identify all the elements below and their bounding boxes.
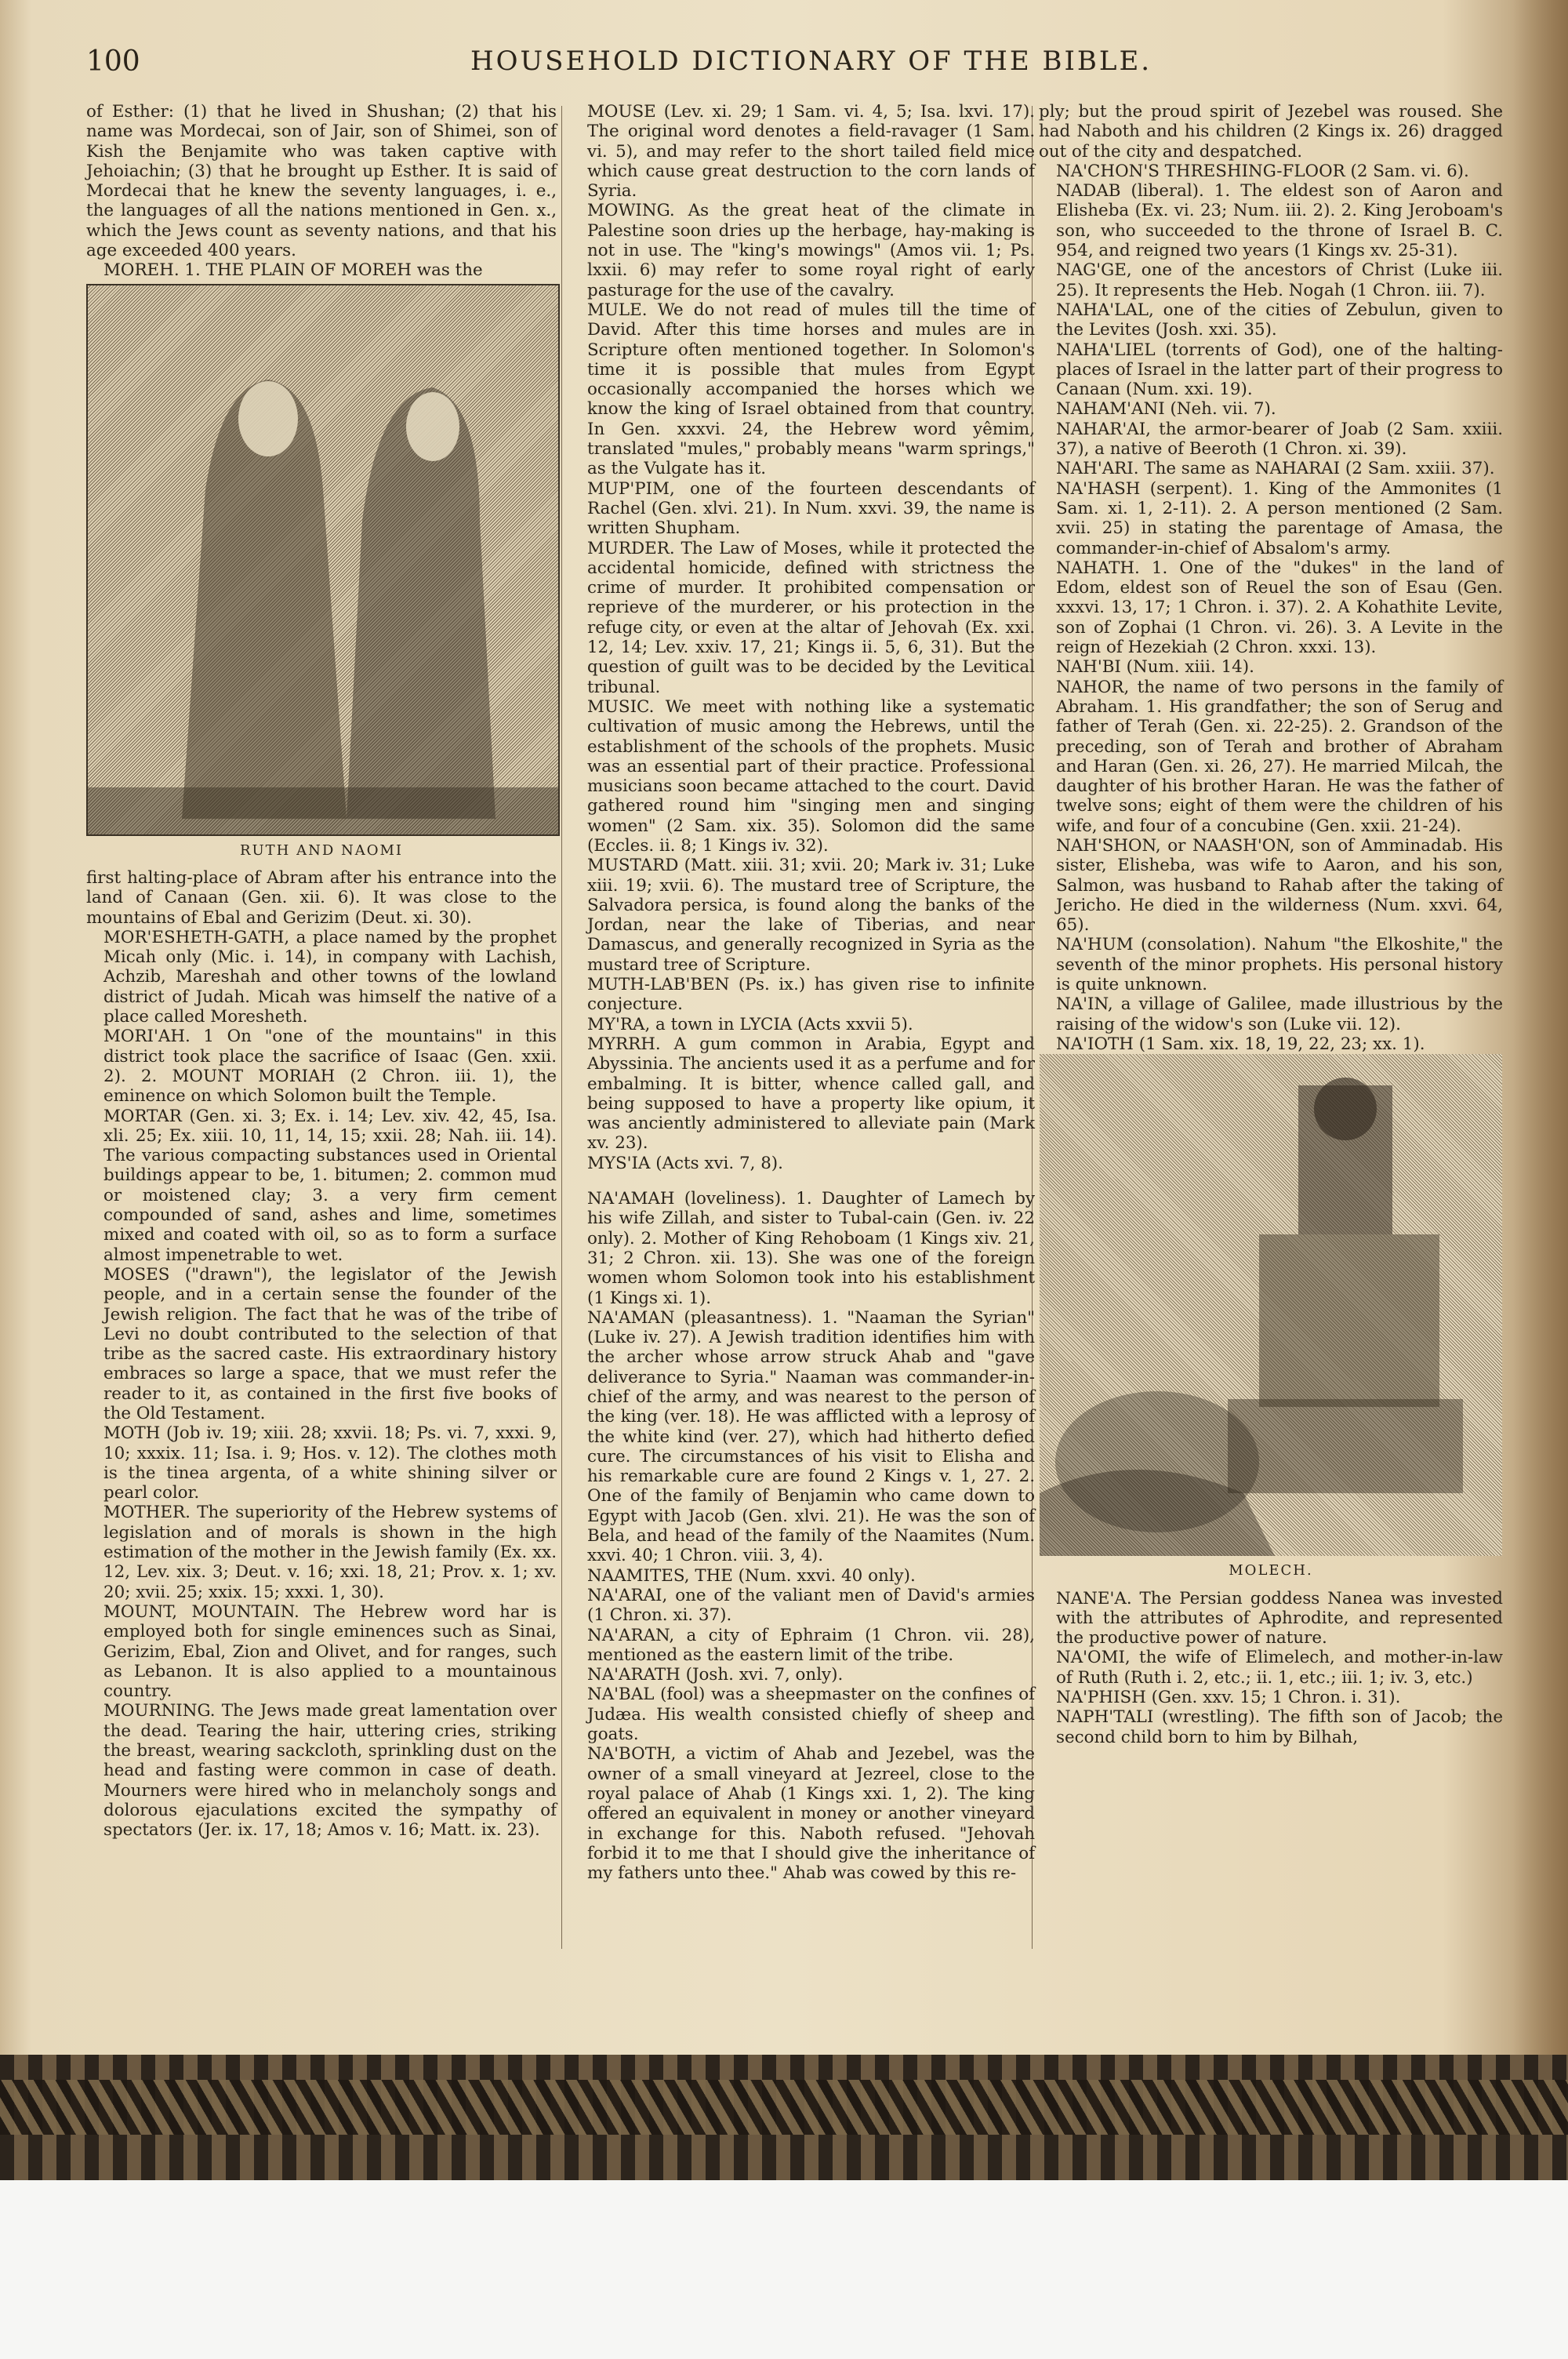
entry-text: of Esther: (1) that he lived in Shushan; (2) that his name was Mordecai, son of Jair, son of Shimei, son of Kish the Benjamite who was taken captive with Jehoiachin; (3) that he brought up Esther. It is said of Mordecai that he knew the seventy languages, i. e., the languages of all the nations mentioned in Gen. x., which the Jews count as seventy nations, and that his age exceeded 400 years. [86, 102, 557, 261]
entry-nahbi: NAH'BI (Num. xiii. 14). [1056, 657, 1254, 678]
page-title: HOUSEHOLD DICTIONARY OF THE BIBLE. [470, 45, 1152, 77]
entry-naphish: NA'PHISH (Gen. xxv. 15; 1 Chron. i. 31). [1056, 1688, 1401, 1708]
entry-text: first halting-place of Abram after his entrance into the land of Canaan (Gen. xii. 6). It was close to the mountains of Ebal and Gerizim (Deut. xi. 30). [86, 867, 557, 928]
entry-nadab: NADAB (liberal). 1. The eldest son of Aaron and Elisheba (Ex. vi. 23; Num. iii. 2). 2. King Jeroboam's son, who succeeded to the throne of Israel B. C. 954, and reigned two years (1 Kings xv. 25-31). [1056, 181, 1503, 261]
page-number: 100 [86, 45, 140, 78]
column-rule [561, 106, 562, 1949]
entry-nain: NA'IN, a village of Galilee, made illustrious by the raising of the widow's son (Luke vii. 12). [1056, 994, 1503, 1034]
entry-moses: MOSES ("drawn"), the legislator of the Jewish people, and in a certain sense the founder of the Jewish religion. The fact that he was of the tribe of Levi no doubt contributed to the selection of that tribe as the sacred caste. His extraordinary history embraces so large a space, that we must refer the reader to it, as contained in the first five books of the Old Testament. [103, 1264, 557, 1423]
entry-muppim: MUP'PIM, one of the fourteen descendants of Rachel (Gen. xlvi. 21). In Num. xxvi. 39, the name is written Shupham. [587, 478, 1035, 539]
entry-naboth: NA'BOTH, a victim of Ahab and Jezebel, was the owner of a small vineyard at Jezreel, close to the royal palace of Ahab (1 Kings xxi. 1, 2). The king offered an equivalent in money or another vineyard in exchange for this. Naboth refused. "Jehovah forbid it to me that I should give the inheritance of my fathers unto thee." Ahab was cowed by this re- [587, 1744, 1035, 1884]
entry-mother: MOTHER. The superiority of the Hebrew systems of legislation and of morals is shown in the high estimation of the mother in the Jewish family (Ex. xx. 12, Lev. xix. 3; Deut. v. 16; xxi. 18, 21; Prov. x. 1; xv. 20; xvii. 25; xxix. 15; xxxi. 1, 30). [103, 1503, 557, 1602]
entry-nagge: NAG'GE, one of the ancestors of Christ (Luke iii. 25). It represents the Heb. Nogah (1 Chron. iii. 7). [1056, 260, 1503, 300]
entry-naamah: NA'AMAH (loveliness). 1. Daughter of Lamech by his wife Zillah, and sister to Tubal-cain (Gen. iv. 22 only). 2. Mother of King Rehoboam (1 Kings xiv. 21, 31; 2 Chron. xii. 13). She was one of the foreign women whom Solomon took into his establishment (1 Kings xi. 1). [587, 1189, 1035, 1308]
entry-nahaliel: NAHA'LIEL (torrents of God), one of the halting-places of Israel in the latter part of their progress to Canaan (Num. xxi. 19). [1056, 340, 1503, 400]
entry-nanea: NANE'A. The Persian goddess Nanea was invested with the attributes of Aphrodite, and represented the productive power of nature. [1056, 1588, 1503, 1648]
entry-mourning: MOURNING. The Jews made great lamentation over the dead. Tearing the hair, uttering cries, striking the breast, wearing sackcloth, sprinkling dust on the head and fasting were common in case of death. Mourners were hired who in melancholy songs and dolorous ejaculations excited the sympathy of spectators (Jer. ix. 17, 18; Amos v. 16; Matt. ix. 23). [103, 1701, 557, 1841]
entry-nachons-threshing-floor: NA'CHON'S THRESHING-FLOOR (2 Sam. vi. 6). [1056, 161, 1469, 181]
column-3 [1039, 102, 1503, 1747]
engraving-figures [88, 285, 558, 834]
entry-mortar: MORTAR (Gen. xi. 3; Ex. i. 14; Lev. xiv. 42, 45, Isa. xli. 25; Ex. xiii. 10, 11, 14, 15; xxii. 28; Nah. iii. 14). The various compacting substances used in Oriental buildings appear to be, 1. bitumen; 2. common mud or moistened clay; 3. a very firm cement compounded of sand, ashes and lime, sometimes mixed and coated with oil, so as to form a surface almost impenetrable to wet. [103, 1106, 557, 1265]
figure-caption: RUTH AND NAOMI [239, 841, 404, 859]
entry-nahath: NAHATH. 1. One of the "dukes" in the land of Edom, eldest son of Reuel the son of Esau (Gen. xxxvi. 13, 17; 1 Chron. i. 37). 2. A Kohathite Levite, son of Zophai (1 Chron. vi. 26). 3. A Levite in the reign of Hezekiah (2 Chron. xxxi. 13). [1056, 558, 1503, 658]
entry-naamites: NAAMITES, THE (Num. xxvi. 40 only). [587, 1565, 916, 1586]
entry-nahash: NA'HASH (serpent). 1. King of the Ammonites (1 Sam. xi. 1, 2-11). 2. A person mentioned (2 Sam. xvii. 25) in stating the parentage of Amasa, the commander-in-chief of Absalom's army. [1056, 478, 1503, 558]
entry-nahari: NAH'ARI. The same as NAHARAI (2 Sam. xxiii. 37). [1056, 459, 1495, 479]
entry-naaran: NA'ARAN, a city of Ephraim (1 Chron. vii. 28), mentioned as the eastern limit of the tribe. [587, 1625, 1035, 1665]
entry-moriah: MORI'AH. 1 On "one of the mountains" in this district took place the sacrifice of Isaac (Gen. xxii. 2). 2. MOUNT MORIAH (2 Chron. iii. 1), the eminence on which Solomon built the Temple. [103, 1027, 557, 1107]
entry-murder: MURDER. The Law of Moses, while it protected the accidental homicide, defined with strictness the crime of murder. It prohibited compensation or reprieve of the murderer, or his protection in the refuge city, or even at the altar of Jehovah (Ex. xxi. 12, 14; Lev. xxiv. 17, 21; Kings ii. 5, 6, 31). But the question of guilt was to be decided by the Levitical tribunal. [587, 538, 1035, 697]
entry-moreh: MOREH. 1. THE PLAIN OF MOREH was the [103, 260, 483, 281]
entry-naarath: NA'ARATH (Josh. xvi. 7, only). [587, 1665, 844, 1685]
entry-moth: MOTH (Job iv. 19; xiii. 28; xxvii. 18; Ps. vi. 7, xxxi. 9, 10; xxxix. 11; Isa. i. 9; Hos. v. 12). The clothes moth is the tinea argenta, of a white shining silver or pearl color. [103, 1423, 557, 1503]
entry-moresheth-gath: MOR'ESHETH-GATH, a place named by the prophet Micah only (Mic. i. 14), in company with Lachish, Achzib, Mareshah and other towns of the lowland district of Judah. Micah was himself the native of a place called Moresheth. [103, 927, 557, 1027]
entry-naaman: NA'AMAN (pleasantness). 1. "Naaman the Syrian" (Luke iv. 27). A Jewish tradition identifies him with the archer whose arrow struck Ahab and "gave deliverance to Syria." Naaman was commander-in-chief of the army, and was nearest to the person of the king (ver. 18). He was afflicted with a leprosy of the white kind (ver. 27), which had hitherto defied cure. The circumstances of his visit to Elisha and his remarkable cure are found 2 Kings v. 1, 27. 2. One of the family of Benjamin who came down to Egypt with Jacob (Gen. xlvi. 21). He was the son of Bela, and head of the family of the Naamites (Num. xxvi. 40; 1 Chron. viii. 3, 4). [587, 1307, 1035, 1566]
engraving-idol [1040, 1054, 1502, 1556]
page-edge-shadow [1513, 0, 1568, 2055]
entry-myra: MY'RA, a town in LYCIA (Acts xxvii 5). [587, 1014, 913, 1034]
ruth-and-naomi-illustration [86, 284, 560, 836]
column-1 [86, 102, 557, 1841]
entry-myrrh: MYRRH. A gum common in Arabia, Egypt and Abyssinia. The ancients used it as a perfume and for embalming. It is bitter, whence called gall, and being supposed to have a property like opium, it was anciently administered to alleviate pain (Mark xv. 23). [587, 1034, 1035, 1154]
column-2 [570, 102, 1035, 1883]
entry-mowing: MOWING. As the great heat of the climate in Palestine soon dries up the herbage, hay-making is not in use. The "king's mowings" (Amos vii. 1; Ps. lxxii. 6) may refer to some royal right of early pasturage for the use of the cavalry. [587, 201, 1035, 300]
entry-text: ply; but the proud spirit of Jezebel was roused. She had Naboth and his children (2 Kings ix. 26) dragged out of the city and despatched. [1039, 102, 1503, 162]
entry-muth-labben: MUTH-LAB'BEN (Ps. ix.) has given rise to infinite conjecture. [587, 975, 1035, 1015]
entry-mustard: MUSTARD (Matt. xiii. 31; xvii. 20; Mark iv. 31; Luke xiii. 19; xvii. 6). The mustard tree of Scripture, the Salvadora persica, is found along the banks of the Jordan, near the lake of Tiberias, and near Damascus, and generally recognized in Syria as the mustard tree of Scripture. [587, 856, 1035, 975]
entry-nahshon: NAH'SHON, or NAASH'ON, son of Amminadab. His sister, Elisheba, was wife to Aaron, and his son, Salmon, was husband to Rahab after the taking of Jericho. He died in the wilderness (Num. xxvi. 64, 65). [1056, 835, 1503, 936]
entry-nahamani: NAHAM'ANI (Neh. vii. 7). [1056, 399, 1276, 420]
entry-nabal: NA'BAL (fool) was a sheepmaster on the confines of Judæa. His wealth consisted chiefly of sheep and goats. [587, 1685, 1035, 1745]
entry-naioth: NA'IOTH (1 Sam. xix. 18, 19, 22, 23; xx. 1). [1056, 1034, 1425, 1054]
entry-mount: MOUNT, MOUNTAIN. The Hebrew word har is employed both for single eminences such as Sinai, Gerizim, Ebal, Zion and Olivet, and for ranges, such as Lebanon. It is also applied to a mountainous country. [103, 1601, 557, 1702]
section-gap [570, 1173, 1035, 1189]
figure-caption: MOLECH. [1229, 1562, 1313, 1579]
entry-naphtali: NAPH'TALI (wrestling). The fifth son of Jacob; the second child born to him by Bilhah, [1056, 1707, 1503, 1747]
entry-mule: MULE. We do not read of mules till the time of David. After this time horses and mules are in Scripture often mentioned together. In Solomon's time it is possible that mules from Egypt occasionally accompanied the horses which we know the king of Israel obtained from that country. In Gen. xxxvi. 24, the Hebrew word yêmim, translated "mules," probably means "warm springs," as the Vulgate has it. [587, 300, 1035, 479]
entry-mysia: MYS'IA (Acts xvi. 7, 8). [587, 1153, 783, 1173]
entry-music: MUSIC. We meet with nothing like a systematic cultivation of music among the Hebrews, until the establishment of the schools of the prophets. Music was an essential part of their practice. Professional musicians soon became attached to the court. David gathered round him "singing men and singing women" (2 Sam. xix. 35). Solomon did the same (Eccles. ii. 8; 1 Kings iv. 32). [587, 696, 1035, 856]
molech-illustration [1040, 1054, 1502, 1556]
entry-nahalal: NAHA'LAL, one of the cities of Zebulun, given to the Levites (Josh. xxi. 35). [1056, 300, 1503, 340]
entry-nahor: NAHOR, the name of two persons in the family of Abraham. 1. His grandfather; the son of Serug and father of Terah (Gen. xi. 22-25). 2. Grandson of the preceding, son of Terah and brother of Abraham and Haran (Gen. xi. 26, 27). He married Milcah, the daughter of his brother Haran. He was the father of twelve sons; eight of them were the children of his wife, and four of a concubine (Gen. xxii. 21-24). [1056, 677, 1503, 836]
entry-naomi: NA'OMI, the wife of Elimelech, and mother-in-law of Ruth (Ruth i. 2, etc.; ii. 1, etc.; iii. 1; iv. 3, etc.) [1056, 1648, 1503, 1688]
entry-naharai: NAHAR'AI, the armor-bearer of Joab (2 Sam. xxiii. 37), a native of Beeroth (1 Chron. xi. 39). [1056, 419, 1503, 460]
entry-naarai: NA'ARAI, one of the valiant men of David's armies (1 Chron. xi. 37). [587, 1585, 1035, 1626]
entry-mouse: MOUSE (Lev. xi. 29; 1 Sam. vi. 4, 5; Isa. lxvi. 17). The original word denotes a field-ravager (1 Sam. vi. 5), and may refer to the short tailed field mice which cause great destruction to the corn lands of Syria. [587, 102, 1035, 202]
entry-nahum: NA'HUM (consolation). Nahum "the Elkoshite," the seventh of the minor prophets. His personal history is quite unknown. [1056, 935, 1503, 995]
binding-pattern [0, 2080, 1568, 2135]
